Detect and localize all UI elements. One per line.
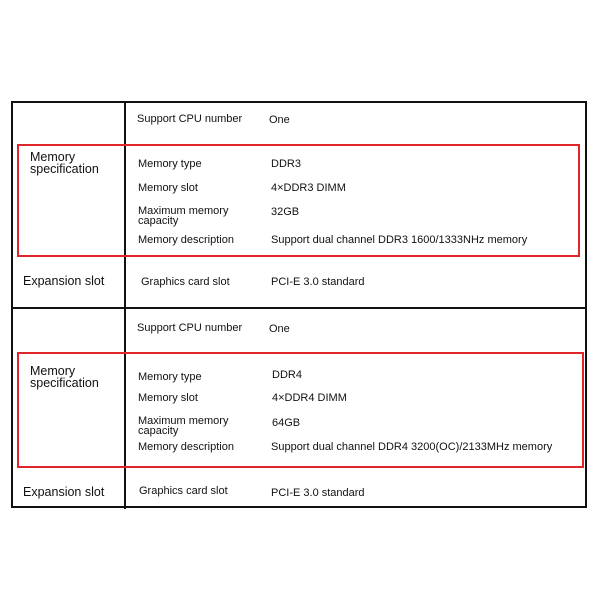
max-memory-value: 64GB — [272, 417, 301, 429]
graphics-card-slot-value: PCI-E 3.0 standard — [271, 276, 365, 288]
max-memory-label-line2: capacity — [138, 215, 179, 227]
memory-description-value: Support dual channel DDR3 1600/1333NHz memory — [271, 234, 528, 246]
cpu-number-label: Support CPU number — [137, 113, 243, 125]
memory-spec-title-line1: Memory — [30, 364, 76, 378]
cpu-number-label: Support CPU number — [137, 322, 243, 334]
memory-description-value: Support dual channel DDR4 3200(OC)/2133MHz memory — [271, 441, 553, 453]
max-memory-value: 32GB — [271, 206, 300, 218]
graphics-card-slot-label: Graphics card slot — [139, 485, 228, 497]
memory-type-value: DDR3 — [271, 158, 301, 170]
memory-type-label: Memory type — [138, 371, 202, 383]
memory-description-label: Memory description — [138, 234, 234, 246]
memory-spec-title-line1: Memory — [30, 150, 76, 164]
max-memory-label-line2: capacity — [138, 425, 179, 437]
expansion-slot-title: Expansion slot — [23, 485, 105, 499]
max-memory-label-line1: Maximum memory — [138, 205, 229, 217]
cpu-number-value: One — [269, 323, 290, 335]
memory-type-label: Memory type — [138, 158, 202, 170]
memory-slot-value: 4×DDR3 DIMM — [271, 182, 346, 194]
graphics-card-slot-label: Graphics card slot — [141, 276, 230, 288]
cpu-number-value: One — [269, 114, 290, 126]
section-divider — [11, 307, 587, 309]
memory-spec-title-line2: specification — [30, 376, 99, 390]
memory-slot-label: Memory slot — [138, 182, 198, 194]
memory-description-label: Memory description — [138, 441, 234, 453]
graphics-card-slot-value: PCI-E 3.0 standard — [271, 487, 365, 499]
memory-slot-label: Memory slot — [138, 392, 198, 404]
memory-slot-value: 4×DDR4 DIMM — [272, 392, 347, 404]
expansion-slot-title: Expansion slot — [23, 274, 105, 288]
memory-type-value: DDR4 — [272, 369, 302, 381]
memory-spec-title-line2: specification — [30, 162, 99, 176]
max-memory-label-line1: Maximum memory — [138, 415, 229, 427]
